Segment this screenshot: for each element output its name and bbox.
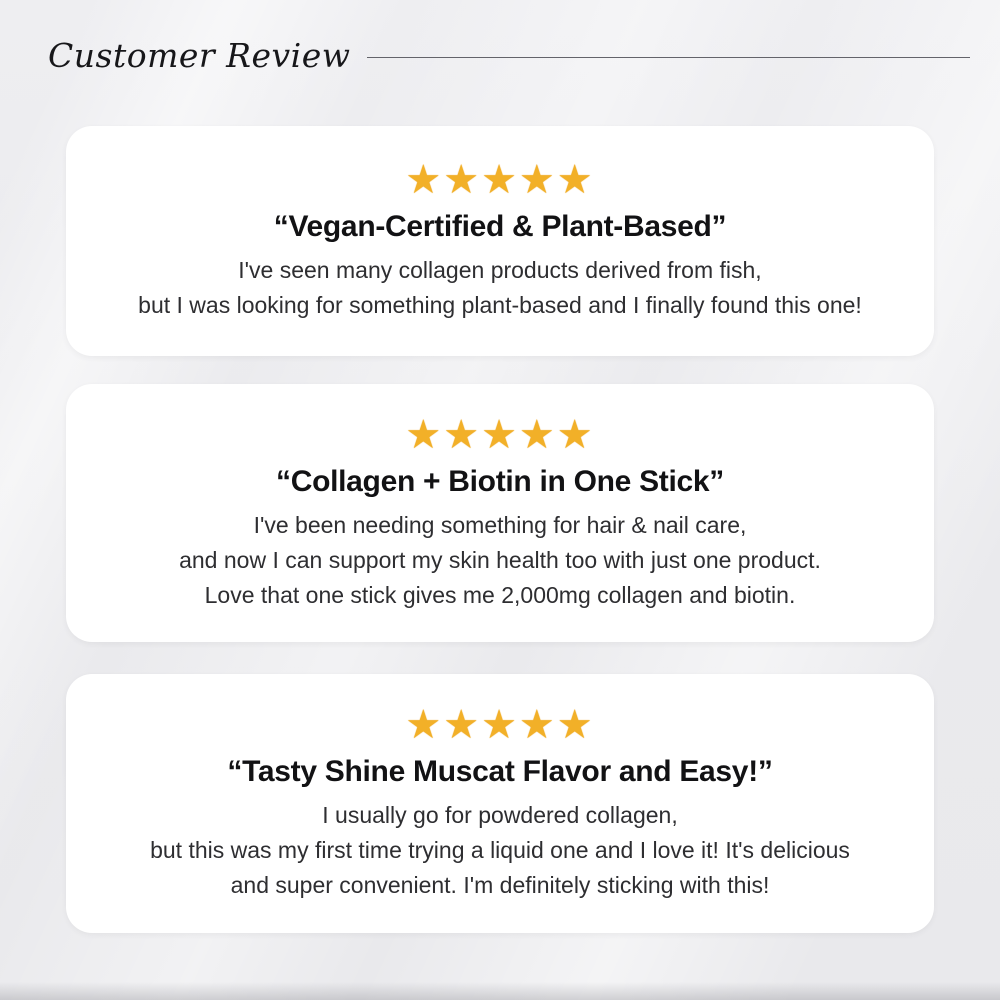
five-star-rating-icon: ★★★★★	[405, 412, 595, 457]
review-title: “Vegan-Certified & Plant-Based”	[273, 210, 727, 243]
review-body	[179, 508, 821, 613]
review-line: but this was my first time trying a liquid one and I love it! It's delicious	[150, 837, 850, 863]
review-card	[66, 674, 934, 933]
review-title: “Tasty Shine Muscat Flavor and Easy!”	[227, 755, 773, 788]
page-title: Customer Review	[48, 36, 351, 75]
review-line: and now I can support my skin health too with just one product.	[179, 546, 821, 573]
five-star-rating-icon: ★★★★★	[405, 158, 595, 202]
review-line: but I was looking for something plant-based and I finally found this one!	[138, 292, 862, 318]
review-card	[66, 126, 934, 356]
review-body	[138, 253, 862, 323]
header	[48, 36, 970, 75]
review-card	[66, 384, 934, 642]
review-line: and super convenient. I'm definitely sticking with this!	[230, 872, 770, 898]
review-line: I usually go for powdered collagen,	[322, 802, 678, 828]
review-line: I've been needing something for hair & nail care,	[253, 511, 747, 538]
review-line: Love that one stick gives me 2,000mg collagen and biotin.	[204, 581, 796, 608]
review-title: “Collagen + Biotin in One Stick”	[276, 464, 724, 498]
review-line: I've seen many collagen products derived from fish,	[238, 257, 762, 283]
header-divider	[367, 57, 970, 58]
five-star-rating-icon: ★★★★★	[405, 703, 595, 747]
review-body	[150, 798, 850, 903]
